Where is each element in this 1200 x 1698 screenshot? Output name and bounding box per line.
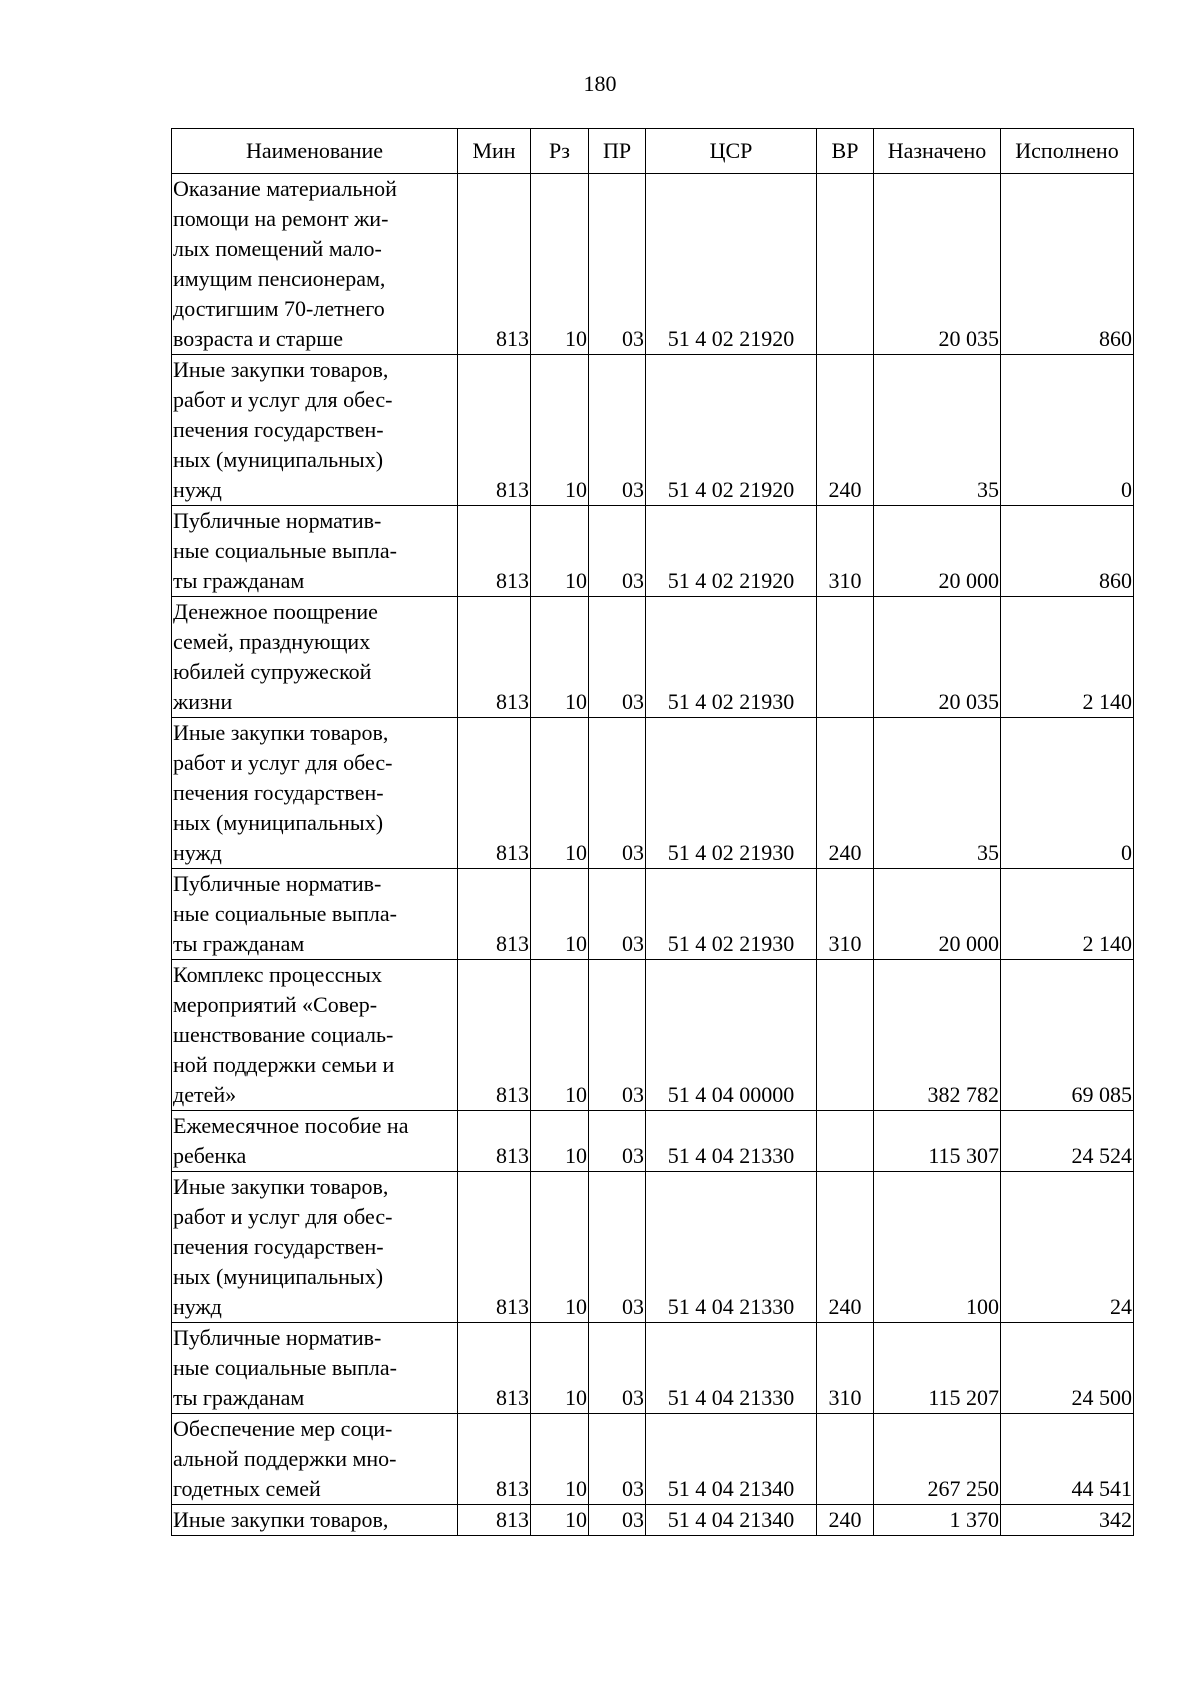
cell-rz: 10 [531,174,589,355]
cell-pr: 03 [589,174,646,355]
cell-rz: 10 [531,1111,589,1172]
cell-assigned: 20 000 [874,506,1001,597]
table-row [172,1505,1134,1536]
cell-assigned: 35 [874,718,1001,869]
cell-min: 813 [458,355,531,506]
cell-pr: 03 [589,506,646,597]
table-row [172,869,1134,960]
cell-min: 813 [458,174,531,355]
cell-assigned: 115 307 [874,1111,1001,1172]
cell-pr: 03 [589,869,646,960]
cell-executed: 69 085 [1001,960,1134,1111]
cell-name: Публичные норматив- ные социальные выпла- ты гражданам [172,869,458,960]
cell-vr: 240 [817,718,874,869]
cell-name: Комплекс процессных мероприятий «Совер- шенствование социаль- ной поддержки семьи и детей» [172,960,458,1111]
cell-assigned: 115 207 [874,1323,1001,1414]
cell-assigned: 100 [874,1172,1001,1323]
cell-csr: 51 4 02 21930 [646,718,817,869]
cell-executed: 2 140 [1001,869,1134,960]
cell-vr [817,597,874,718]
header-pr: ПР [589,129,646,174]
header-vr: ВР [817,129,874,174]
cell-name: Денежное поощрение семей, празднующих юбилей супружеской жизни [172,597,458,718]
cell-csr: 51 4 04 21330 [646,1172,817,1323]
header-csr: ЦСР [646,129,817,174]
cell-csr: 51 4 02 21930 [646,869,817,960]
cell-min: 813 [458,718,531,869]
cell-executed: 860 [1001,174,1134,355]
cell-name: Ежемесячное пособие на ребенка [172,1111,458,1172]
cell-assigned: 35 [874,355,1001,506]
cell-vr [817,1414,874,1505]
cell-executed: 24 524 [1001,1111,1134,1172]
cell-rz: 10 [531,1505,589,1536]
cell-pr: 03 [589,1505,646,1536]
cell-csr: 51 4 04 21340 [646,1414,817,1505]
cell-vr: 240 [817,1172,874,1323]
cell-name: Иные закупки товаров, работ и услуг для обес- печения государствен- ных (муниципальных) нужд [172,355,458,506]
cell-vr [817,174,874,355]
cell-csr: 51 4 02 21920 [646,506,817,597]
cell-min: 813 [458,1323,531,1414]
cell-assigned: 267 250 [874,1414,1001,1505]
table-row [172,1111,1134,1172]
cell-assigned: 1 370 [874,1505,1001,1536]
table-row [172,174,1134,355]
table-row [172,1172,1134,1323]
cell-pr: 03 [589,1111,646,1172]
cell-vr [817,1111,874,1172]
cell-vr: 310 [817,869,874,960]
cell-csr: 51 4 04 21340 [646,1505,817,1536]
cell-min: 813 [458,597,531,718]
cell-min: 813 [458,506,531,597]
cell-pr: 03 [589,718,646,869]
cell-csr: 51 4 02 21930 [646,597,817,718]
cell-rz: 10 [531,355,589,506]
table-row [172,960,1134,1111]
cell-name: Публичные норматив- ные социальные выпла- ты гражданам [172,506,458,597]
cell-name: Публичные норматив- ные социальные выпла- ты гражданам [172,1323,458,1414]
budget-table [171,128,1134,1536]
table-row [172,597,1134,718]
header-min: Мин [458,129,531,174]
table-row [172,355,1134,506]
cell-name: Иные закупки товаров, работ и услуг для обес- печения государствен- ных (муниципальных) нужд [172,718,458,869]
cell-min: 813 [458,1414,531,1505]
table-row [172,1323,1134,1414]
cell-pr: 03 [589,960,646,1111]
cell-vr: 240 [817,1505,874,1536]
cell-pr: 03 [589,1323,646,1414]
cell-min: 813 [458,960,531,1111]
cell-vr [817,960,874,1111]
cell-executed: 44 541 [1001,1414,1134,1505]
cell-assigned: 20 035 [874,174,1001,355]
cell-rz: 10 [531,1414,589,1505]
cell-rz: 10 [531,718,589,869]
cell-executed: 860 [1001,506,1134,597]
table-header-row [172,129,1134,174]
cell-rz: 10 [531,960,589,1111]
table-row [172,1414,1134,1505]
cell-name: Обеспечение мер соци- альной поддержки мно- годетных семей [172,1414,458,1505]
cell-min: 813 [458,1505,531,1536]
cell-executed: 0 [1001,355,1134,506]
cell-csr: 51 4 04 21330 [646,1111,817,1172]
table-row [172,718,1134,869]
cell-csr: 51 4 04 00000 [646,960,817,1111]
cell-pr: 03 [589,1172,646,1323]
cell-csr: 51 4 02 21920 [646,355,817,506]
cell-rz: 10 [531,1172,589,1323]
cell-min: 813 [458,869,531,960]
table-row [172,506,1134,597]
cell-vr: 310 [817,1323,874,1414]
cell-csr: 51 4 02 21920 [646,174,817,355]
cell-pr: 03 [589,597,646,718]
header-assigned: Назначено [874,129,1001,174]
cell-csr: 51 4 04 21330 [646,1323,817,1414]
cell-name: Иные закупки товаров, работ и услуг для обес- печения государствен- ных (муниципальных) нужд [172,1172,458,1323]
cell-rz: 10 [531,597,589,718]
cell-vr: 240 [817,355,874,506]
cell-min: 813 [458,1172,531,1323]
cell-executed: 24 500 [1001,1323,1134,1414]
cell-pr: 03 [589,1414,646,1505]
cell-executed: 0 [1001,718,1134,869]
cell-rz: 10 [531,869,589,960]
cell-vr: 310 [817,506,874,597]
header-executed: Исполнено [1001,129,1134,174]
cell-name: Иные закупки товаров, [172,1505,458,1536]
page-number: 180 [583,71,617,96]
cell-assigned: 20 000 [874,869,1001,960]
table-body [172,174,1134,1536]
cell-name: Оказание материальной помощи на ремонт жи- лых помещений мало- имущим пенсионерам, достигшим 70-летнего возраста и старше [172,174,458,355]
header-rz: Рз [531,129,589,174]
cell-executed: 24 [1001,1172,1134,1323]
cell-pr: 03 [589,355,646,506]
cell-assigned: 382 782 [874,960,1001,1111]
cell-rz: 10 [531,1323,589,1414]
header-name: Наименование [172,129,458,174]
cell-executed: 342 [1001,1505,1134,1536]
cell-assigned: 20 035 [874,597,1001,718]
cell-min: 813 [458,1111,531,1172]
cell-executed: 2 140 [1001,597,1134,718]
cell-rz: 10 [531,506,589,597]
